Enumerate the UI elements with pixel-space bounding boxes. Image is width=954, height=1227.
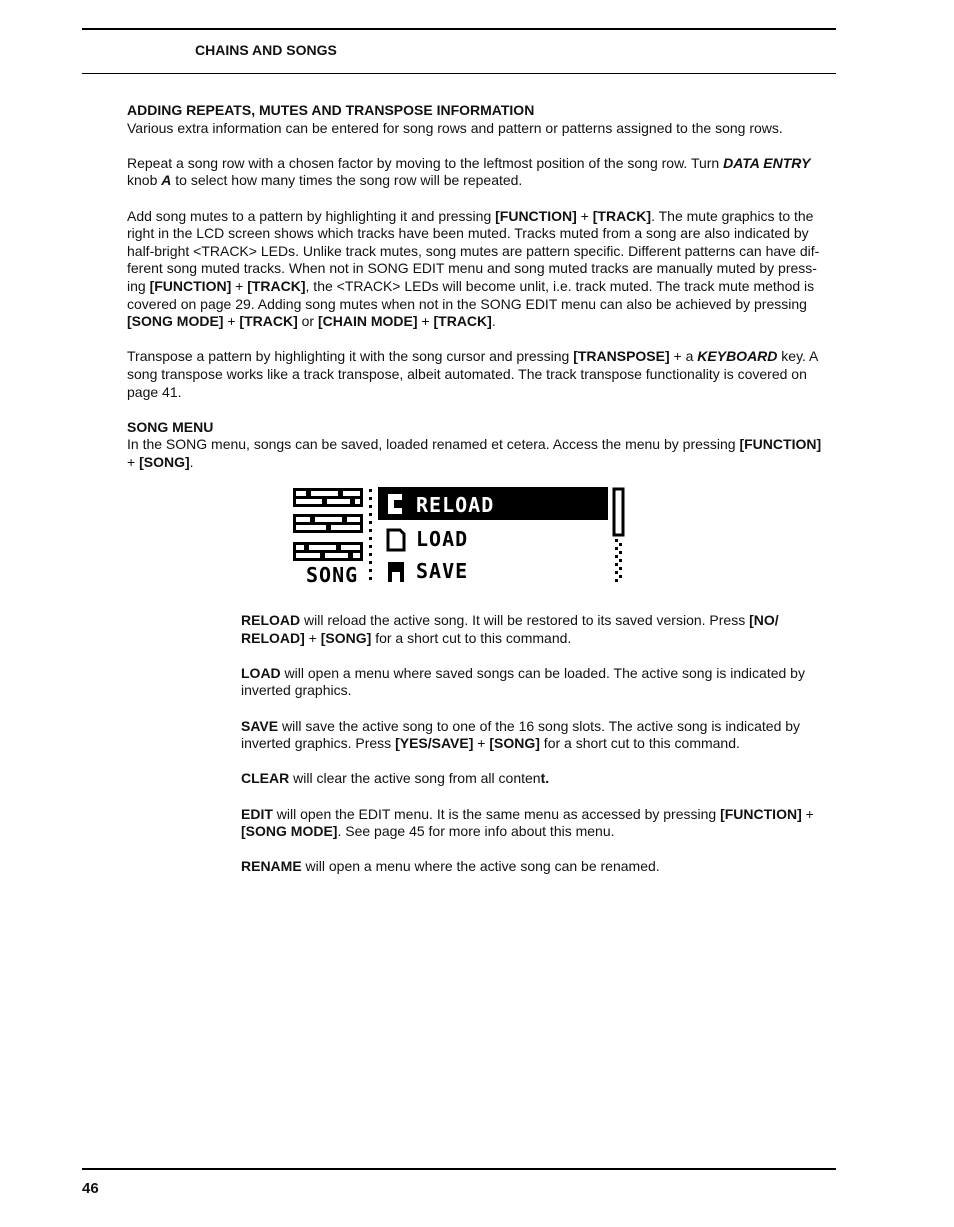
- text: will open a menu where saved songs can be loaded. The active song is indicated by: [280, 664, 805, 681]
- text: +: [576, 207, 593, 224]
- text: ing: [127, 277, 150, 294]
- key-transpose: [TRANSPOSE]: [573, 348, 670, 365]
- paragraph-repeat: [127, 155, 839, 190]
- desc-reload: [241, 612, 841, 647]
- text: ferent song muted tracks. When not in SONG EDIT menu and song muted tracks are manually muted by press-: [127, 260, 817, 277]
- text: right in the LCD screen shows which tracks have been muted. Tracks muted from a song are also indicated by: [127, 225, 809, 242]
- term: CLEAR: [241, 770, 290, 787]
- main-text-column: [127, 102, 839, 471]
- text: Add song mutes to a pattern by highlighting it and pressing: [127, 207, 496, 224]
- key-track: [TRACK]: [247, 277, 306, 294]
- desc-clear: [241, 770, 841, 788]
- key-function: [FUNCTION]: [495, 207, 577, 224]
- key-no: [NO/: [749, 612, 779, 628]
- section-title-repeats: ADDING REPEATS, MUTES AND TRANSPOSE INFORMATION: [127, 102, 535, 118]
- load-icon: [388, 530, 404, 550]
- term: EDIT: [241, 805, 273, 822]
- text: .: [491, 313, 496, 330]
- key-chain-mode: [CHAIN MODE]: [317, 313, 418, 330]
- term: SAVE: [241, 717, 279, 734]
- text: +: [417, 313, 434, 330]
- text: inverted graphics.: [241, 682, 352, 699]
- lcd-graphic: [292, 486, 632, 586]
- lcd-side-label: SONG: [306, 563, 359, 586]
- desc-rename: [241, 858, 841, 876]
- text: song transpose works like a track transpose, albeit automated. The track transpose functionality is covered on: [127, 365, 807, 382]
- text: page 41.: [127, 383, 182, 400]
- menu-item-load[interactable]: LOAD: [416, 527, 469, 551]
- lcd-scrollbar-thumb: [614, 489, 623, 535]
- text: + a: [669, 348, 698, 365]
- footer-rule: [82, 1168, 836, 1170]
- lcd-scrollbar-track: [615, 539, 622, 582]
- song-staff-icon: [293, 488, 363, 561]
- text: In the SONG menu, songs can be saved, loaded renamed et cetera. Access the menu by pressing: [127, 436, 740, 453]
- text: will clear the active song from all conten: [289, 770, 541, 787]
- text: Transpose a pattern by highlighting it with the song cursor and pressing: [127, 348, 574, 365]
- menu-item-reload[interactable]: RELOAD: [416, 493, 495, 517]
- paragraph-song-menu: [127, 436, 839, 471]
- key-song-mode: [SONG MODE]: [127, 313, 224, 330]
- key-keyboard: KEYBOARD: [697, 348, 778, 365]
- term: RENAME: [241, 858, 302, 875]
- text: will reload the active song. It will be restored to its saved version. Press: [300, 612, 750, 628]
- header-rule-bottom: [82, 73, 836, 74]
- lcd-song-menu-screen: [292, 486, 632, 586]
- text: t.: [540, 770, 550, 787]
- text: or: [297, 313, 318, 330]
- text: +: [473, 735, 490, 752]
- text: key. A: [777, 348, 819, 365]
- term: RELOAD: [241, 612, 301, 628]
- text: +: [231, 277, 248, 294]
- text: .: [189, 453, 194, 470]
- key-a: A: [161, 172, 172, 189]
- menu-descriptions: [241, 612, 841, 876]
- dotted-separator: [369, 489, 372, 580]
- text: half-bright <TRACK> LEDs. Unlike track mutes, song mutes are pattern specific. Different patterns can have dif-: [127, 242, 820, 259]
- desc-load: [241, 665, 841, 700]
- key-yes-save: [YES/SAVE]: [395, 735, 474, 752]
- text: covered on page 29. Adding song mutes when not in the SONG EDIT menu can also be achieved by pressing: [127, 295, 807, 312]
- paragraph-mutes: [127, 208, 839, 331]
- text: Repeat a song row with a chosen factor by moving to the leftmost position of the song row. Turn: [127, 154, 724, 171]
- text: . The mute graphics to the: [651, 207, 814, 224]
- text: will open the EDIT menu. It is the same menu as accessed by pressing: [272, 805, 721, 822]
- text: +: [127, 453, 140, 470]
- desc-edit: [241, 806, 841, 841]
- key-song: [SONG]: [320, 629, 372, 646]
- text: +: [304, 629, 321, 646]
- text: for a short cut to this command.: [371, 629, 572, 646]
- key-song: [SONG]: [139, 453, 190, 470]
- paragraph-transpose: [127, 348, 839, 401]
- text: will save the active song to one of the 16 song slots. The active song is indicated by: [278, 717, 801, 734]
- text: to select how many times the song row will be repeated.: [171, 172, 523, 189]
- term: LOAD: [241, 664, 281, 681]
- key-song-mode: [SONG MODE]: [241, 823, 338, 840]
- key-song: [SONG]: [489, 735, 540, 752]
- menu-item-save[interactable]: SAVE: [416, 559, 469, 583]
- key-data-entry: DATA ENTRY: [723, 154, 811, 171]
- key-track: [TRACK]: [239, 313, 298, 330]
- text: will open a menu where the active song can be renamed.: [301, 858, 660, 875]
- text: , the <TRACK> LEDs will become unlit, i.e. track muted. The track mute method is: [305, 277, 815, 294]
- header-rule-top: [82, 28, 836, 30]
- text: +: [223, 313, 240, 330]
- text: for a short cut to this command.: [539, 735, 740, 752]
- text: knob: [127, 172, 162, 189]
- key-function: [FUNCTION]: [739, 436, 822, 453]
- save-icon: [388, 562, 404, 582]
- key-function: [FUNCTION]: [149, 277, 232, 294]
- key-track: [TRACK]: [433, 313, 492, 330]
- running-header: CHAINS AND SONGS: [195, 42, 337, 58]
- text: +: [801, 805, 814, 822]
- desc-save: [241, 718, 841, 753]
- section-title-song-menu: SONG MENU: [127, 418, 214, 435]
- key-reload: RELOAD]: [241, 629, 305, 646]
- text: . See page 45 for more info about this menu.: [337, 823, 615, 840]
- key-track: [TRACK]: [592, 207, 652, 224]
- key-function: [FUNCTION]: [720, 805, 802, 822]
- text: inverted graphics. Press: [241, 735, 396, 752]
- page-number: 46: [82, 1180, 99, 1197]
- paragraph-intro: Various extra information can be entered for song rows and pattern or patterns assigned to the song rows.: [127, 119, 783, 136]
